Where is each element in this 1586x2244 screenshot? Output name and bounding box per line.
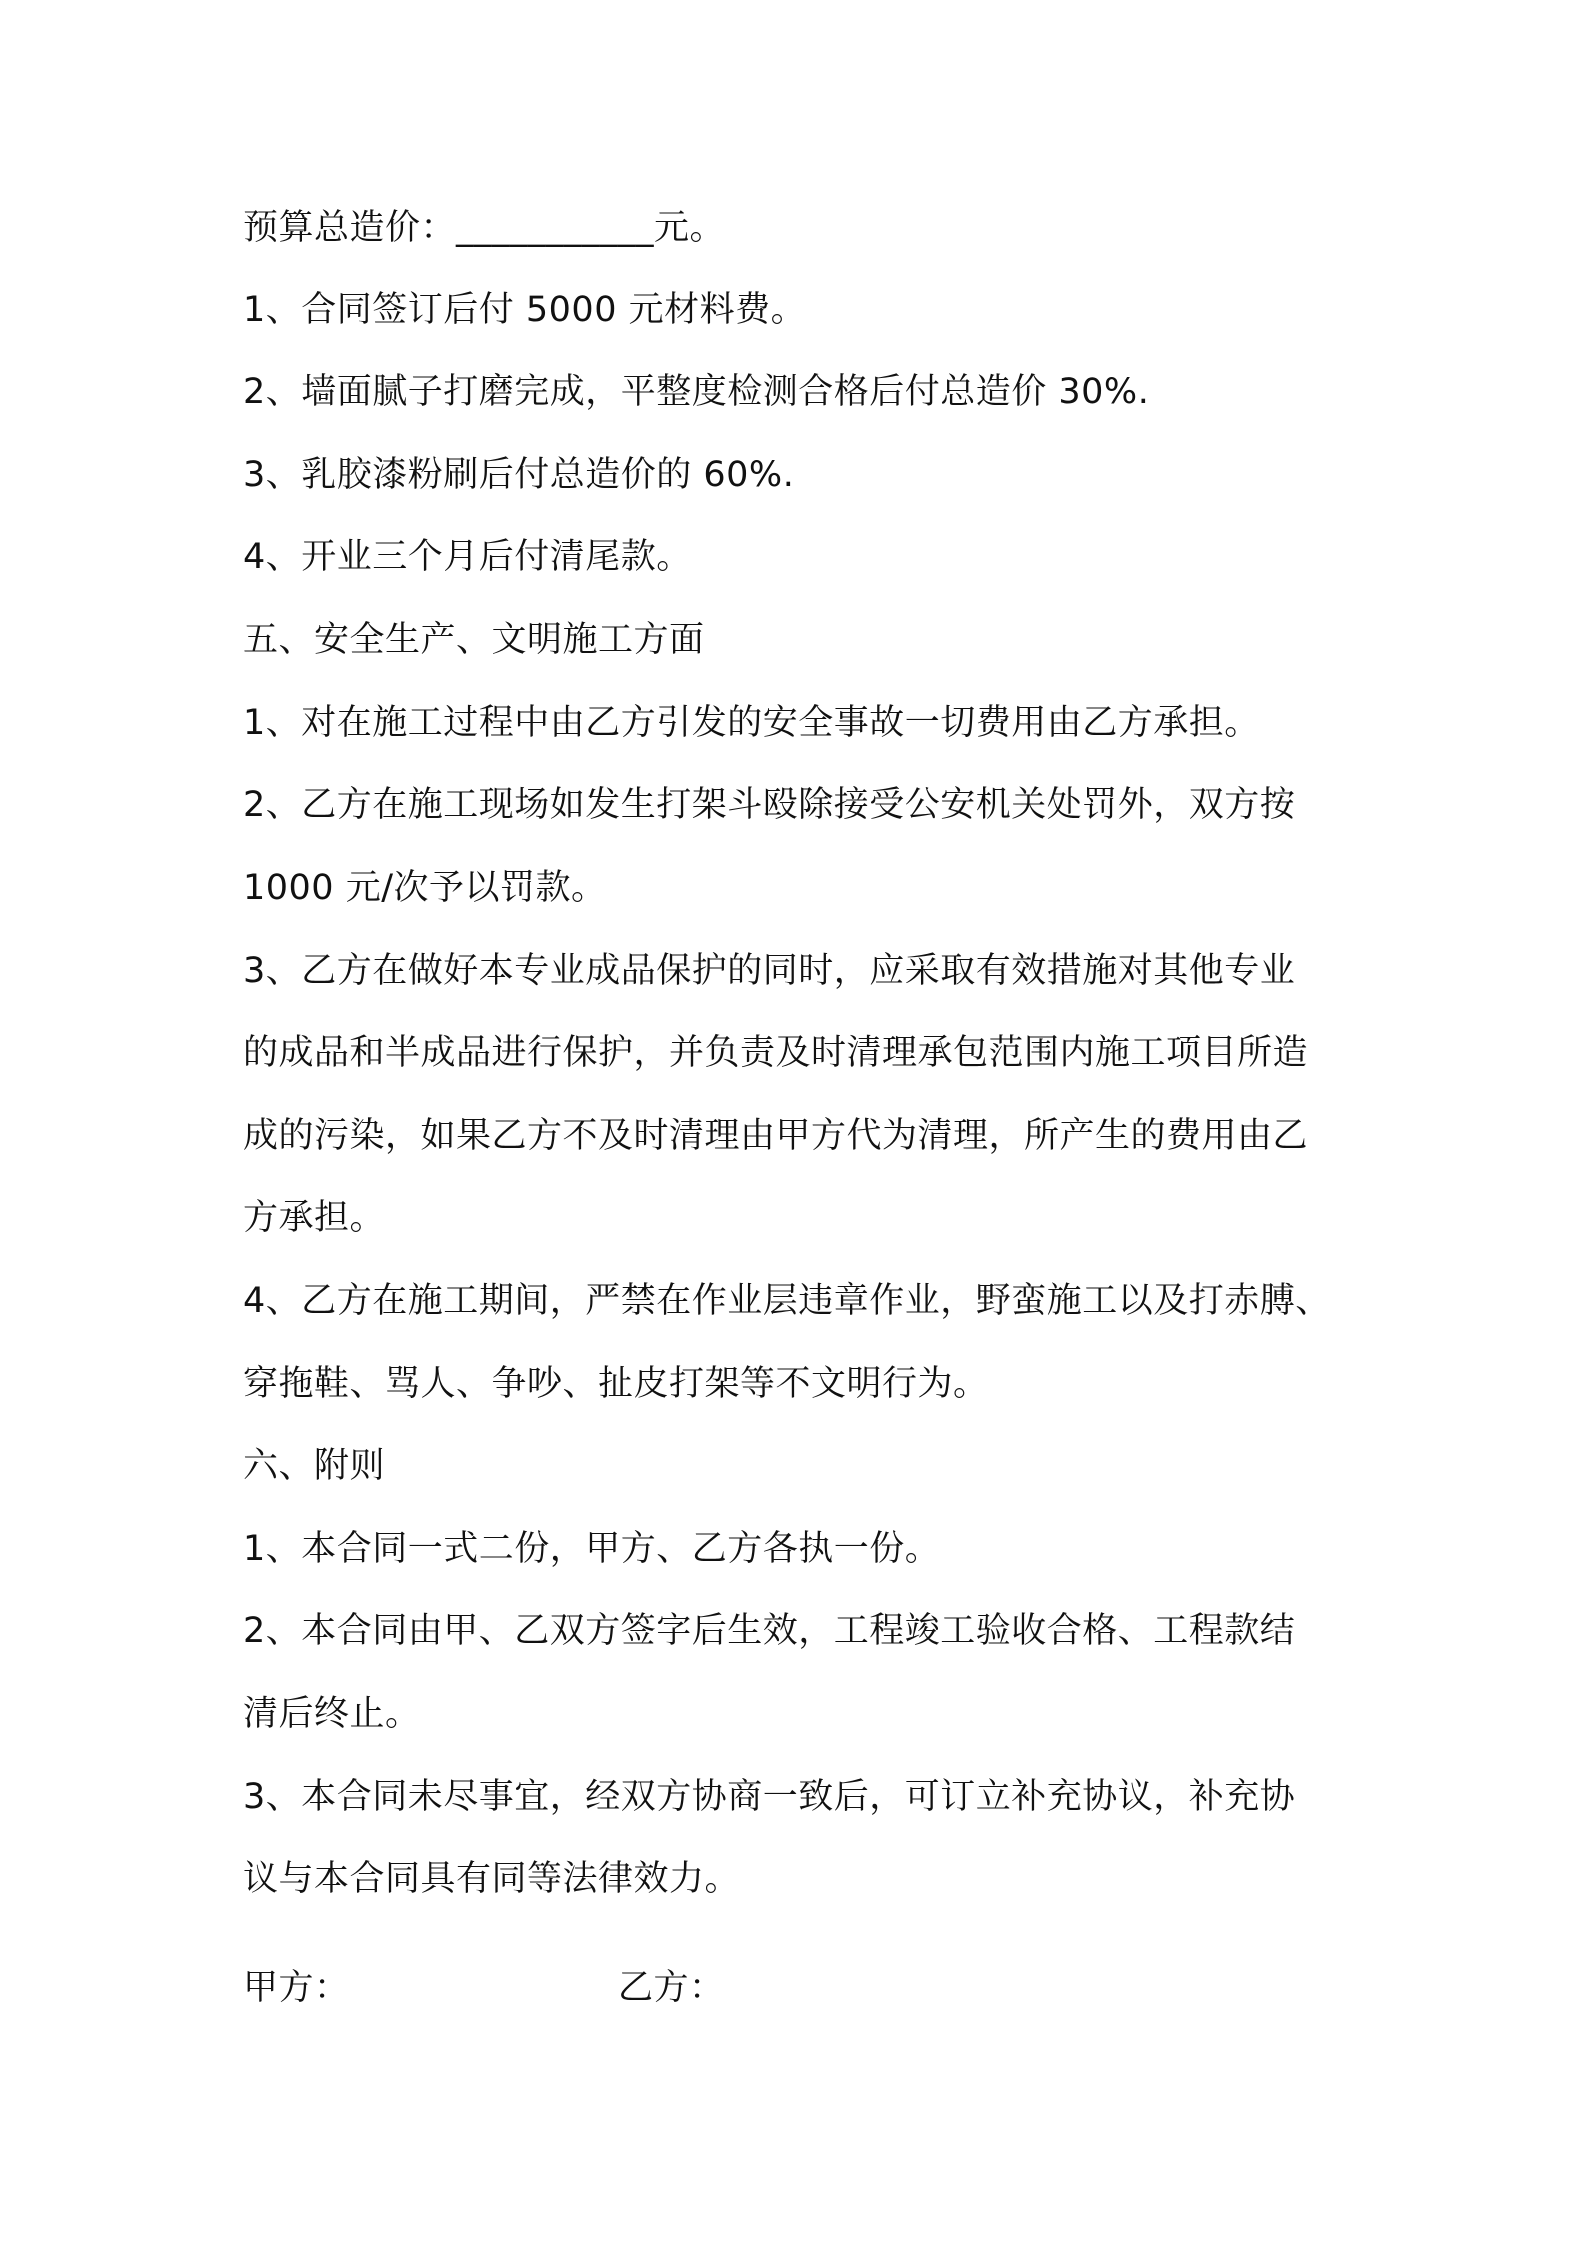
section5-line: 3、乙方在做好本专业成品保护的同时，应采取有效措施对其他专业 — [243, 951, 1296, 991]
section6-line: 2、本合同由甲、乙双方签字后生效，工程竣工验收合格、工程款结 — [243, 1611, 1296, 1651]
section-heading-safety: 五、安全生产、文明施工方面 — [243, 620, 705, 660]
party-b-signature-label: 乙方： — [618, 1968, 725, 2008]
payment-item: 1、合同签订后付 5000 元材料费。 — [243, 290, 807, 330]
section5-line: 的成品和半成品进行保护，并负责及时清理承包范围内施工项目所造 — [243, 1033, 1309, 1073]
section6-line: 清后终止。 — [243, 1694, 421, 1734]
section6-line: 3、本合同未尽事宜，经双方协商一致后，可订立补充协议，补充协 — [243, 1777, 1296, 1817]
section5-line: 穿拖鞋、骂人、争吵、扯皮打架等不文明行为。 — [243, 1364, 989, 1404]
party-a-signature-label: 甲方： — [243, 1968, 350, 2008]
section-heading-appendix: 六、附则 — [243, 1446, 386, 1486]
section5-line: 成的污染，如果乙方不及时清理由甲方代为清理，所产生的费用由乙 — [243, 1116, 1309, 1156]
section5-line: 方承担。 — [243, 1198, 386, 1238]
section6-line: 议与本合同具有同等法律效力。 — [243, 1859, 741, 1899]
section5-line: 1000 元/次予以罚款。 — [243, 868, 607, 908]
payment-item: 2、墙面腻子打磨完成，平整度检测合格后付总造价 30%. — [243, 372, 1150, 412]
payment-item: 3、乳胶漆粉刷后付总造价的 60%. — [243, 455, 795, 495]
section5-line: 4、乙方在施工期间，严禁在作业层违章作业，野蛮施工以及打赤膊、 — [243, 1281, 1331, 1321]
section6-line: 1、本合同一式二份，甲方、乙方各执一份。 — [243, 1529, 941, 1569]
budget-line: 预算总造价：___________元。 — [243, 208, 726, 248]
payment-item: 4、开业三个月后付清尾款。 — [243, 537, 692, 577]
section5-line: 1、对在施工过程中由乙方引发的安全事故一切费用由乙方承担。 — [243, 703, 1260, 743]
section5-line: 2、乙方在施工现场如发生打架斗殴除接受公安机关处罚外，双方按 — [243, 785, 1296, 825]
